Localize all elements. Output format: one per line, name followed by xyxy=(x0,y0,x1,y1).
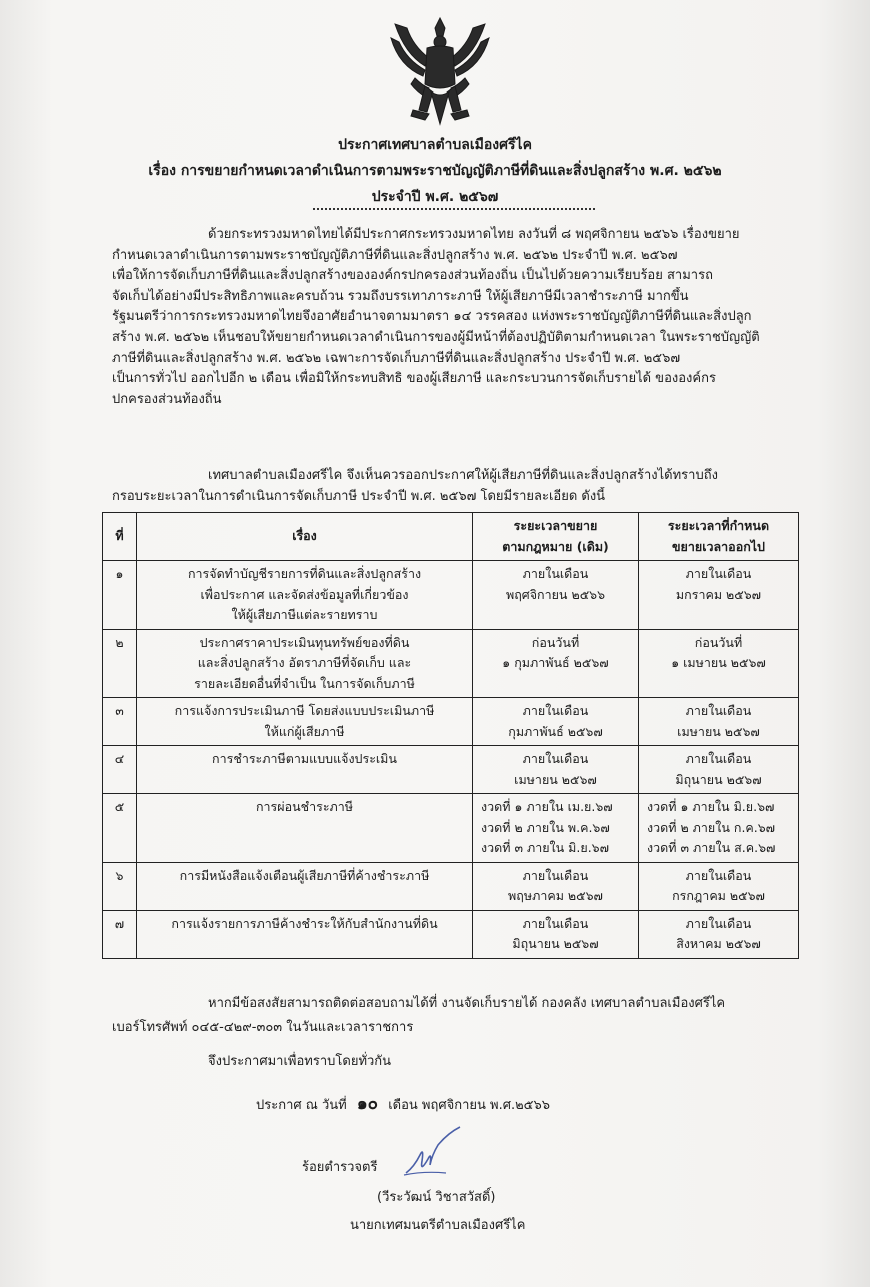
closing-text: จึงประกาศมาเพื่อทราบโดยทั่วกัน xyxy=(208,1054,392,1069)
notice-paragraph xyxy=(112,466,802,507)
row-old-deadline-line: ภายในเดือน xyxy=(522,751,589,766)
row-subject-line: และสิ่งปลูกสร้าง อัตราภาษีที่จัดเก็บ และ xyxy=(197,655,412,670)
row-new-deadline-line: มิถุนายน ๒๕๖๗ xyxy=(675,771,762,787)
row-subject-line: การแจ้งรายการภาษีค้างชำระให้กับสำนักงานที่ดิน xyxy=(171,915,438,931)
row-old-deadline-line: ภายในเดือน xyxy=(522,566,589,581)
row-old-deadline-line: เมษายน ๒๕๖๗ xyxy=(514,771,597,787)
row-old-deadline xyxy=(473,629,639,698)
header-subject: เรื่อง xyxy=(137,513,473,561)
intro-paragraph xyxy=(112,225,800,410)
row-old-deadline-line: ภายในเดือน xyxy=(522,915,589,931)
row-number: ๔ xyxy=(103,746,137,794)
row-subject-line: ให้ผู้เสียภาษีแต่ละรายทราบ xyxy=(231,607,378,622)
row-old-deadline xyxy=(473,910,639,958)
row-new-deadline-line: งวดที่ ๒ ภายใน ก.ค.๖๗ xyxy=(647,819,776,835)
intro-line: สร้าง พ.ศ. ๒๕๖๒ เห็นชอบให้ขยายกำหนดเวลาดำเนินการของผู้มีหน้าที่ต้องปฏิบัติตามกำหนดเวลา ในพระราชบัญญัติ xyxy=(112,329,760,345)
table-row xyxy=(103,698,799,746)
header-new-line: ระยะเวลาที่กำหนด xyxy=(667,518,770,533)
intro-line: ด้วยกระทรวงมหาดไทยได้มีประกาศกระทรวงมหาดไทย ลงวันที่ ๘ พฤศจิกายน ๒๕๖๖ เรื่องขยาย xyxy=(208,227,740,242)
table-row xyxy=(103,746,799,794)
row-number: ๗ xyxy=(103,910,137,958)
row-old-deadline-line: ภายในเดือน xyxy=(522,703,589,718)
table-row xyxy=(103,561,799,630)
header-old-line: ตามกฎหมาย (เดิม) xyxy=(502,538,609,554)
row-old-deadline xyxy=(473,746,639,794)
row-old-deadline-line: ๑ กุมภาพันธ์ ๒๕๖๗ xyxy=(502,655,609,670)
row-new-deadline xyxy=(639,910,799,958)
garuda-emblem-icon xyxy=(385,14,495,132)
row-old-deadline xyxy=(473,862,639,910)
row-new-deadline-line: ก่อนวันที่ xyxy=(694,634,743,650)
row-new-deadline xyxy=(639,794,799,863)
row-subject-line: การผ่อนชำระภาษี xyxy=(255,799,354,814)
date-prefix: ประกาศ ณ วันที่ xyxy=(256,1098,347,1113)
row-new-deadline-line: เมษายน ๒๕๖๗ xyxy=(677,723,760,739)
row-number: ๕ xyxy=(103,794,137,863)
row-subject xyxy=(137,794,473,863)
header-no: ที่ xyxy=(103,513,137,561)
header-new-line: ขยายเวลาออกไป xyxy=(672,538,765,554)
row-old-deadline-line: มิถุนายน ๒๕๖๗ xyxy=(512,936,599,951)
contact-line: เบอร์โทรศัพท์ ๐๔๕-๔๒๙-๓๐๓ ในวันและเวลาราชการ xyxy=(112,1020,414,1035)
header-old-deadline xyxy=(473,513,639,561)
row-subject-line: เพื่อประกาศ และจัดส่งข้อมูลที่เกี่ยวข้อง xyxy=(200,586,409,602)
row-subject xyxy=(137,561,473,630)
notice-line: กรอบระยะเวลาในการดำเนินการจัดเก็บภาษี ประจำปี พ.ศ. ๒๕๖๗ โดยมีรายละเอียด ดังนี้ xyxy=(112,488,606,504)
table-row xyxy=(103,862,799,910)
row-new-deadline-line: ภายในเดือน xyxy=(685,566,752,581)
intro-line: ปกครองส่วนท้องถิ่น xyxy=(112,391,222,407)
row-new-deadline xyxy=(639,629,799,698)
row-subject-line: การมีหนังสือแจ้งเตือนผู้เสียภาษีที่ค้างชำระภาษี xyxy=(179,867,430,883)
table-row xyxy=(103,794,799,863)
header-new-deadline xyxy=(639,513,799,561)
notice-line: เทศบาลตำบลเมืองศรีไค จึงเห็นควรออกประกาศให้ผู้เสียภาษีที่ดินและสิ่งปลูกสร้างได้ทราบถึง xyxy=(208,468,718,483)
row-subject xyxy=(137,629,473,698)
intro-line: ภาษีที่ดินและสิ่งปลูกสร้าง พ.ศ. ๒๕๖๒ เฉพาะการจัดเก็บภาษีที่ดินและสิ่งปลูกสร้าง ประจำปี พ.ศ. ๒๕๖๗ xyxy=(112,350,681,366)
row-old-deadline-line: งวดที่ ๑ ภายใน เม.ย.๖๗ xyxy=(481,799,613,814)
row-subject xyxy=(137,698,473,746)
intro-line: รัฐมนตรีว่าการกระทรวงมหาดไทยจึงอาศัยอำนาจตามมาตรา ๑๔ วรรคสอง แห่งพระราชบัญญัติภาษีที่ดินและสิ่งปลูก xyxy=(112,309,752,325)
handwritten-signature xyxy=(402,1125,464,1185)
row-number: ๖ xyxy=(103,862,137,910)
row-new-deadline-line: มกราคม ๒๕๖๗ xyxy=(675,586,762,602)
date-suffix: เดือน พฤศจิกายน พ.ศ.๒๕๖๖ xyxy=(388,1098,551,1113)
row-new-deadline-line: ๑ เมษายน ๒๕๖๗ xyxy=(671,655,766,670)
header-subject: เรื่อง การขยายกำหนดเวลาดำเนินการตามพระราชบัญญัติภาษีที่ดินและสิ่งปลูกสร้าง พ.ศ. ๒๕๖๒ xyxy=(148,163,722,179)
row-old-deadline-line: พฤษภาคม ๒๕๖๗ xyxy=(508,888,603,903)
signer-rank: ร้อยตำรวจตรี xyxy=(302,1160,378,1175)
intro-line: จัดเก็บได้อย่างมีประสิทธิภาพและครบถ้วน รวมถึงบรรเทาภาระภาษี ให้ผู้เสียภาษีมีเวลาชำระภาษี มากขึ้น xyxy=(112,288,689,304)
row-subject-line: การแจ้งการประเมินภาษี โดยส่งแบบประเมินภาษี xyxy=(174,703,435,718)
row-subject xyxy=(137,910,473,958)
row-old-deadline-line: งวดที่ ๓ ภายใน มิ.ย.๖๗ xyxy=(481,840,610,855)
row-subject-line: ให้แก่ผู้เสียภาษี xyxy=(264,723,345,739)
row-new-deadline-line: งวดที่ ๑ ภายใน มิ.ย.๖๗ xyxy=(647,799,775,814)
row-old-deadline-line: ก่อนวันที่ xyxy=(531,634,580,650)
row-number: ๓ xyxy=(103,698,137,746)
schedule-table xyxy=(102,512,799,959)
row-subject xyxy=(137,862,473,910)
table-row xyxy=(103,629,799,698)
row-number: ๒ xyxy=(103,629,137,698)
row-old-deadline xyxy=(473,794,639,863)
row-new-deadline xyxy=(639,561,799,630)
row-old-deadline xyxy=(473,698,639,746)
contact-line: หากมีข้อสงสัยสามารถติดต่อสอบถามได้ที่ งานจัดเก็บรายได้ กองคลัง เทศบาลตำบลเมืองศรีไค xyxy=(208,996,726,1011)
row-new-deadline-line: กรกฎาคม ๒๕๖๗ xyxy=(672,888,765,903)
header-org: ประกาศเทศบาลตำบลเมืองศรีไค xyxy=(338,137,532,153)
table-row xyxy=(103,910,799,958)
intro-line: กำหนดเวลาดำเนินการตามพระราชบัญญัติภาษีที่ดินและสิ่งปลูกสร้าง พ.ศ. ๒๕๖๒ ประจำปี พ.ศ. ๒๕๖๗ xyxy=(112,247,678,263)
row-new-deadline xyxy=(639,698,799,746)
row-new-deadline-line: ภายในเดือน xyxy=(685,867,752,883)
intro-line: เป็นการทั่วไป ออกไปอีก ๒ เดือน เพื่อมิให้กระทบสิทธิ ของผู้เสียภาษี และกระบวนการจัดเก็บรายได้ ขององค์กร xyxy=(112,371,716,387)
intro-line: เพื่อให้การจัดเก็บภาษีที่ดินและสิ่งปลูกสร้างขององค์กรปกครองส่วนท้องถิ่น เป็นไปด้วยความเรียบร้อย สามารถ xyxy=(112,268,713,284)
row-new-deadline xyxy=(639,862,799,910)
row-subject xyxy=(137,746,473,794)
row-old-deadline-line: ภายในเดือน xyxy=(522,867,589,883)
header-year: ประจำปี พ.ศ. ๒๕๖๗ xyxy=(371,189,499,205)
row-subject-line: ประกาศราคาประเมินทุนทรัพย์ของที่ดิน xyxy=(199,634,410,650)
row-new-deadline-line: สิงหาคม ๒๕๖๗ xyxy=(676,936,761,951)
row-old-deadline-line: พฤศจิกายน ๒๕๖๖ xyxy=(505,586,606,602)
row-number: ๑ xyxy=(103,561,137,630)
date-day: ๑๐ xyxy=(356,1094,379,1114)
row-subject-line: การจัดทำบัญชีรายการที่ดินและสิ่งปลูกสร้าง xyxy=(187,566,422,581)
header-divider xyxy=(313,208,595,210)
row-new-deadline-line: ภายในเดือน xyxy=(685,703,752,718)
row-subject-line: การชำระภาษีตามแบบแจ้งประเมิน xyxy=(212,751,397,766)
row-subject-line: รายละเอียดอื่นที่จำเป็น ในการจัดเก็บภาษี xyxy=(194,675,415,691)
table-header-row xyxy=(103,513,799,561)
row-new-deadline-line: ภายในเดือน xyxy=(685,751,752,766)
row-old-deadline-line: งวดที่ ๒ ภายใน พ.ค.๖๗ xyxy=(481,819,610,835)
row-old-deadline-line: กุมภาพันธ์ ๒๕๖๗ xyxy=(508,723,603,739)
date-line xyxy=(256,1090,550,1117)
header-old-line: ระยะเวลาขยาย xyxy=(513,518,598,533)
row-new-deadline-line: งวดที่ ๓ ภายใน ส.ค.๖๗ xyxy=(647,840,776,855)
signer-position: นายกเทศมนตรีตำบลเมืองศรีไค xyxy=(350,1218,526,1233)
row-new-deadline-line: ภายในเดือน xyxy=(685,915,752,931)
row-old-deadline xyxy=(473,561,639,630)
row-new-deadline xyxy=(639,746,799,794)
signer-name: (วีระวัฒน์ วิชาสวัสดิ์) xyxy=(377,1190,496,1205)
